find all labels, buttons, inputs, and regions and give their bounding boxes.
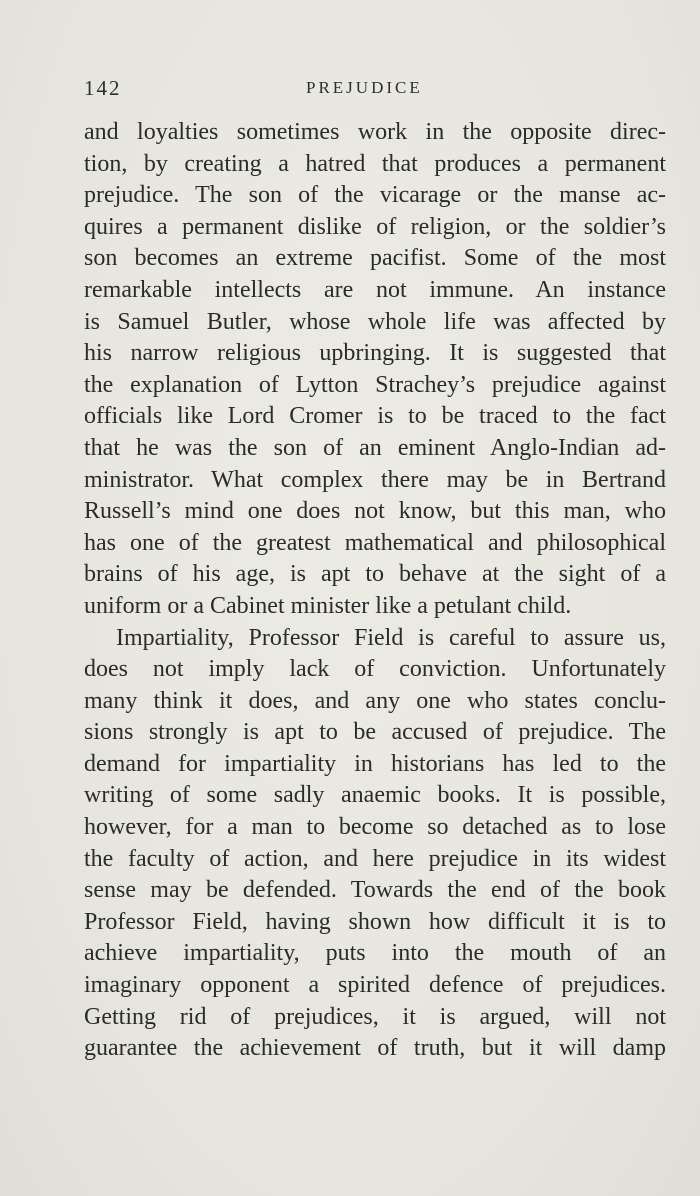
text-line-16: uniform or a Cabinet minister like a petulant child. — [84, 592, 572, 619]
text-line-21: demand for impartiality in historians has led to the — [84, 750, 666, 777]
text-line-19: many think it does, and any one who states conclu- — [84, 687, 666, 714]
text-line-26: Professor Field, having shown how difficult it is to — [84, 908, 666, 935]
text-line-28: imaginary opponent a spirited defence of prejudices. — [84, 972, 666, 999]
text-line-27: achieve impartiality, puts into the mouth of an — [84, 940, 666, 967]
text-line-29: Getting rid of prejudices, it is argued, will not — [84, 1003, 666, 1030]
body-text — [84, 117, 666, 1065]
text-line-13: Russell’s mind one does not know, but this man, who — [84, 498, 666, 525]
text-line-3: prejudice. The son of the vicarage or the manse ac- — [84, 182, 666, 209]
text-line-14: has one of the greatest mathematical and philosophical — [84, 529, 666, 556]
text-line-2: tion, by creating a hatred that produces a permanent — [84, 150, 666, 177]
text-line-23: however, for a man to become so detached as to lose — [84, 814, 666, 841]
text-line-4: quires a permanent dislike of religion, or the soldier’s — [84, 213, 666, 240]
text-line-25: sense may be defended. Towards the end of the book — [84, 877, 666, 904]
text-line-20: sions strongly is apt to be accused of prejudice. The — [84, 719, 666, 746]
text-line-24: the faculty of action, and here prejudice in its widest — [84, 845, 666, 872]
text-line-22: writing of some sadly anaemic books. It is possible, — [84, 782, 666, 809]
text-line-7: is Samuel Butler, whose whole life was affected by — [84, 308, 666, 335]
page-number: 142 — [84, 76, 122, 100]
text-line-18: does not imply lack of conviction. Unfortunately — [84, 656, 666, 683]
text-line-30: guarantee the achievement of truth, but it will damp — [84, 1035, 666, 1062]
text-line-6: remarkable intellects are not immune. An instance — [84, 276, 666, 303]
page-header — [84, 76, 666, 102]
text-line-15: brains of his age, is apt to behave at the sight of a — [84, 561, 666, 588]
text-line-9: the explanation of Lytton Strachey’s prejudice against — [84, 371, 666, 398]
running-head: PREJUDICE — [306, 78, 423, 97]
text-line-1: and loyalties sometimes work in the opposite direc- — [84, 119, 666, 145]
text-line-5: son becomes an extreme pacifist. Some of the most — [84, 245, 666, 272]
text-line-11: that he was the son of an eminent Anglo-Indian ad- — [84, 434, 666, 461]
text-line-10: officials like Lord Cromer is to be traced to the fact — [84, 403, 666, 430]
text-line-17: Impartiality, Professor Field is careful to assure us, — [116, 624, 666, 651]
text-line-12: ministrator. What complex there may be in Bertrand — [84, 466, 666, 493]
text-line-8: his narrow religious upbringing. It is suggested that — [84, 340, 666, 367]
